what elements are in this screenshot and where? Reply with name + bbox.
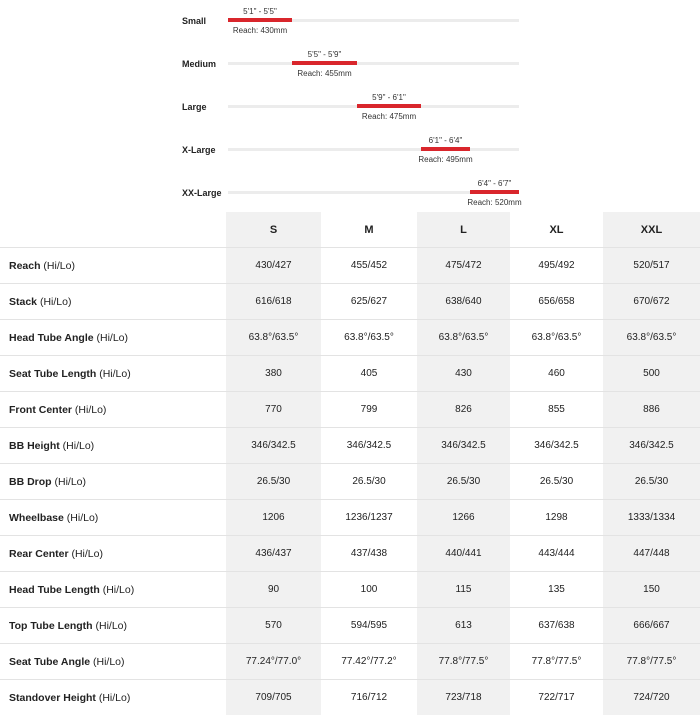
- size-row: [0, 174, 700, 214]
- table-header-row: [0, 212, 700, 248]
- height-range-bar: [470, 190, 519, 194]
- value-cell: 722/717: [510, 680, 603, 715]
- value-cell: 63.8°/63.5°: [321, 320, 417, 356]
- metric-label: [0, 644, 226, 680]
- value-cell: 570: [226, 608, 321, 644]
- table-row: [0, 608, 700, 644]
- geometry-table: [0, 212, 700, 715]
- value-cell: 26.5/30: [603, 464, 700, 500]
- value-cell: 77.8°/77.5°: [603, 644, 700, 680]
- size-label: Large: [182, 102, 207, 112]
- size-label: Small: [182, 16, 206, 26]
- value-cell: 380: [226, 356, 321, 392]
- value-cell: 799: [321, 392, 417, 428]
- value-cell: 405: [321, 356, 417, 392]
- metric-suffix: (Hi/Lo): [60, 440, 94, 452]
- metric-suffix: (Hi/Lo): [41, 260, 75, 272]
- height-range-text: 5'1" - 5'5": [243, 7, 277, 16]
- value-cell: 346/342.5: [603, 428, 700, 464]
- value-cell: 500: [603, 356, 700, 392]
- value-cell: 77.8°/77.5°: [417, 644, 510, 680]
- value-cell: 670/672: [603, 284, 700, 320]
- metric-name: Stack: [9, 296, 37, 308]
- metric-suffix: (Hi/Lo): [93, 620, 127, 632]
- reach-text: Reach: 455mm: [297, 69, 351, 78]
- table-row: [0, 500, 700, 536]
- size-label: Medium: [182, 59, 216, 69]
- table-row: [0, 536, 700, 572]
- header-empty-cell: [0, 212, 226, 248]
- height-range-bar: [292, 61, 357, 65]
- value-cell: 520/517: [603, 248, 700, 284]
- metric-name: Rear Center: [9, 548, 69, 560]
- size-track: [228, 62, 519, 65]
- metric-label: [0, 608, 226, 644]
- value-cell: 447/448: [603, 536, 700, 572]
- column-header-m: M: [321, 212, 417, 248]
- metric-suffix: (Hi/Lo): [64, 512, 98, 524]
- size-row: [0, 45, 700, 85]
- value-cell: 430: [417, 356, 510, 392]
- height-range-bar: [421, 147, 470, 151]
- metric-suffix: (Hi/Lo): [72, 404, 106, 416]
- metric-label: [0, 464, 226, 500]
- value-cell: 716/712: [321, 680, 417, 715]
- value-cell: 460: [510, 356, 603, 392]
- value-cell: 724/720: [603, 680, 700, 715]
- metric-suffix: (Hi/Lo): [100, 584, 134, 596]
- value-cell: 90: [226, 572, 321, 608]
- value-cell: 346/342.5: [417, 428, 510, 464]
- value-cell: 613: [417, 608, 510, 644]
- value-cell: 26.5/30: [226, 464, 321, 500]
- metric-name: BB Drop: [9, 476, 52, 488]
- metric-name: Head Tube Length: [9, 584, 100, 596]
- value-cell: 666/667: [603, 608, 700, 644]
- height-range-bar: [228, 18, 292, 22]
- size-row: [0, 2, 700, 42]
- value-cell: 625/627: [321, 284, 417, 320]
- metric-label: [0, 248, 226, 284]
- metric-label: [0, 392, 226, 428]
- table-row: [0, 428, 700, 464]
- reach-text: Reach: 430mm: [233, 26, 287, 35]
- value-cell: 1206: [226, 500, 321, 536]
- reach-text: Reach: 495mm: [418, 155, 472, 164]
- value-cell: 475/472: [417, 248, 510, 284]
- metric-name: Standover Height: [9, 692, 96, 704]
- value-cell: 594/595: [321, 608, 417, 644]
- value-cell: 26.5/30: [321, 464, 417, 500]
- metric-suffix: (Hi/Lo): [96, 692, 130, 704]
- metric-label: [0, 536, 226, 572]
- column-header-s: S: [226, 212, 321, 248]
- value-cell: 886: [603, 392, 700, 428]
- metric-name: Wheelbase: [9, 512, 64, 524]
- value-cell: 440/441: [417, 536, 510, 572]
- metric-suffix: (Hi/Lo): [69, 548, 103, 560]
- metric-name: Front Center: [9, 404, 72, 416]
- size-chart: [0, 0, 700, 212]
- column-header-xxl: XXL: [603, 212, 700, 248]
- metric-label: [0, 320, 226, 356]
- column-header-xl: XL: [510, 212, 603, 248]
- value-cell: 495/492: [510, 248, 603, 284]
- value-cell: 430/427: [226, 248, 321, 284]
- size-row: [0, 131, 700, 171]
- value-cell: 1333/1334: [603, 500, 700, 536]
- value-cell: 437/438: [321, 536, 417, 572]
- metric-suffix: (Hi/Lo): [94, 332, 128, 344]
- metric-suffix: (Hi/Lo): [37, 296, 71, 308]
- metric-label: [0, 500, 226, 536]
- value-cell: 443/444: [510, 536, 603, 572]
- height-range-text: 6'4" - 6'7": [478, 179, 512, 188]
- value-cell: 115: [417, 572, 510, 608]
- value-cell: 63.8°/63.5°: [603, 320, 700, 356]
- value-cell: 826: [417, 392, 510, 428]
- metric-label: [0, 284, 226, 320]
- value-cell: 436/437: [226, 536, 321, 572]
- column-header-l: L: [417, 212, 510, 248]
- metric-name: BB Height: [9, 440, 60, 452]
- table-row: [0, 284, 700, 320]
- size-row: [0, 88, 700, 128]
- value-cell: 1298: [510, 500, 603, 536]
- metric-name: Top Tube Length: [9, 620, 93, 632]
- value-cell: 855: [510, 392, 603, 428]
- metric-label: [0, 572, 226, 608]
- value-cell: 1236/1237: [321, 500, 417, 536]
- value-cell: 63.8°/63.5°: [510, 320, 603, 356]
- value-cell: 455/452: [321, 248, 417, 284]
- value-cell: 770: [226, 392, 321, 428]
- table-row: [0, 464, 700, 500]
- value-cell: 77.24°/77.0°: [226, 644, 321, 680]
- value-cell: 100: [321, 572, 417, 608]
- metric-name: Head Tube Angle: [9, 332, 94, 344]
- height-range-text: 6'1" - 6'4": [429, 136, 463, 145]
- height-range-text: 5'5" - 5'9": [308, 50, 342, 59]
- metric-suffix: (Hi/Lo): [90, 656, 124, 668]
- height-range-text: 5'9" - 6'1": [372, 93, 406, 102]
- value-cell: 77.42°/77.2°: [321, 644, 417, 680]
- value-cell: 77.8°/77.5°: [510, 644, 603, 680]
- value-cell: 26.5/30: [417, 464, 510, 500]
- value-cell: 656/658: [510, 284, 603, 320]
- size-label: XX-Large: [182, 188, 222, 198]
- value-cell: 637/638: [510, 608, 603, 644]
- metric-name: Seat Tube Angle: [9, 656, 90, 668]
- reach-text: Reach: 475mm: [362, 112, 416, 121]
- table-row: [0, 248, 700, 284]
- value-cell: 346/342.5: [226, 428, 321, 464]
- value-cell: 709/705: [226, 680, 321, 715]
- table-row: [0, 572, 700, 608]
- value-cell: 616/618: [226, 284, 321, 320]
- height-range-bar: [357, 104, 421, 108]
- table-row: [0, 392, 700, 428]
- metric-suffix: (Hi/Lo): [96, 368, 130, 380]
- metric-label: [0, 680, 226, 715]
- metric-name: Seat Tube Length: [9, 368, 96, 380]
- value-cell: 1266: [417, 500, 510, 536]
- value-cell: 723/718: [417, 680, 510, 715]
- value-cell: 346/342.5: [510, 428, 603, 464]
- metric-label: [0, 356, 226, 392]
- metric-name: Reach: [9, 260, 41, 272]
- size-track: [228, 148, 519, 151]
- value-cell: 150: [603, 572, 700, 608]
- table-row: [0, 680, 700, 715]
- value-cell: 63.8°/63.5°: [417, 320, 510, 356]
- value-cell: 638/640: [417, 284, 510, 320]
- value-cell: 63.8°/63.5°: [226, 320, 321, 356]
- size-label: X-Large: [182, 145, 216, 155]
- reach-text: Reach: 520mm: [467, 198, 521, 207]
- table-row: [0, 356, 700, 392]
- metric-label: [0, 428, 226, 464]
- metric-suffix: (Hi/Lo): [52, 476, 86, 488]
- table-row: [0, 320, 700, 356]
- table-row: [0, 644, 700, 680]
- value-cell: 135: [510, 572, 603, 608]
- value-cell: 26.5/30: [510, 464, 603, 500]
- value-cell: 346/342.5: [321, 428, 417, 464]
